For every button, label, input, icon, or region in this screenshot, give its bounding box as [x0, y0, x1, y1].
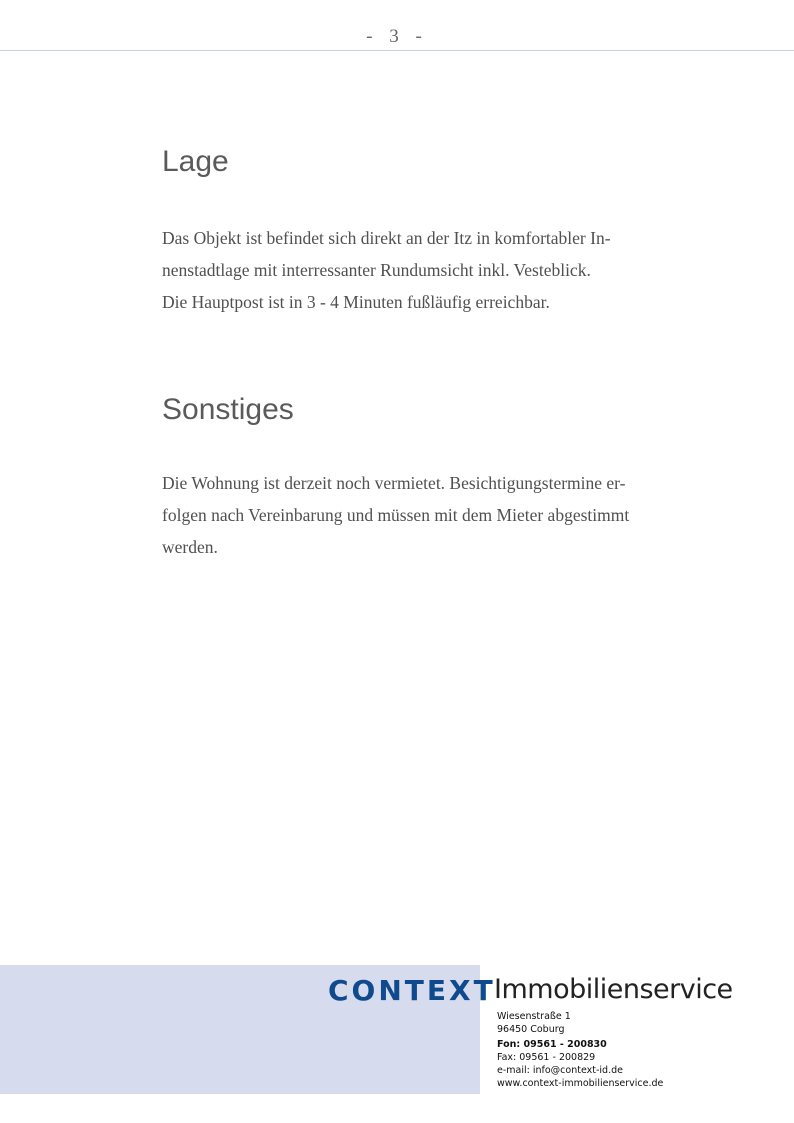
- contact-email: e-mail: info@context-id.de: [497, 1065, 623, 1076]
- text-line: Das Objekt ist befindet sich direkt an der Itz in komfortabler In-: [162, 228, 611, 248]
- contact-phone: Fon: 09561 - 200830: [497, 1039, 607, 1050]
- address-city: 96450 Coburg: [497, 1024, 565, 1035]
- section-text-lage: [162, 222, 662, 318]
- text-line: Die Wohnung ist derzeit noch vermietet. Besichtigungstermine er-: [162, 473, 626, 493]
- contact-address: [497, 1010, 663, 1090]
- section-heading-lage: Lage: [162, 145, 229, 178]
- section-heading-sonstiges: Sonstiges: [162, 393, 294, 426]
- address-street: Wiesenstraße 1: [497, 1011, 571, 1022]
- brand-subtitle: Immobilienservice: [494, 974, 733, 1005]
- section-text-sonstiges: [162, 467, 662, 563]
- brand-logo: CONTEXT: [328, 974, 496, 1007]
- contact-fax: Fax: 09561 - 200829: [497, 1052, 596, 1063]
- text-line: nenstadtlage mit interressanter Rundumsicht inkl. Vesteblick.: [162, 260, 591, 280]
- header-rule: [0, 50, 794, 51]
- text-line: folgen nach Vereinbarung und müssen mit dem Mieter abgestimmt: [162, 505, 630, 525]
- page-number: - 3 -: [366, 26, 428, 47]
- text-line: Die Hauptpost ist in 3 - 4 Minuten fußläufig erreichbar.: [162, 292, 550, 312]
- text-line: werden.: [162, 537, 218, 557]
- contact-website: www.context-immobilienservice.de: [497, 1078, 664, 1089]
